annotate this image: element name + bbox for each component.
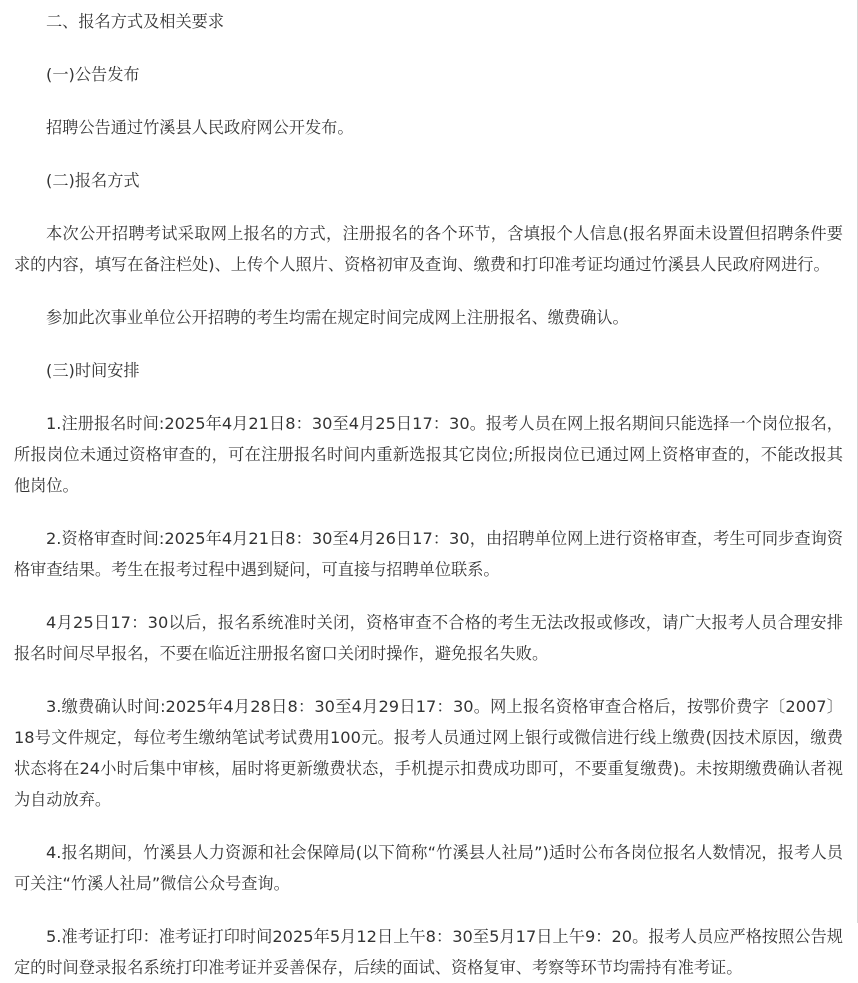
paragraph-schedule-review: 2.资格审查时间:2025年4月21日8：30至4月26日17：30，由招聘单位网上进行资格审查，考生可同步查询资格审查结果。考生在报考过程中遇到疑问，可直接与招聘单位联系。 [14, 529, 843, 579]
paragraph-announcement: 招聘公告通过竹溪县人民政府网公开发布。 [46, 118, 354, 137]
subheading-announcement: (一)公告发布 [46, 65, 140, 84]
section-heading-registration: 二、报名方式及相关要求 [46, 12, 225, 31]
paragraph-system-close-notice: 4月25日17：30以后，报名系统准时关闭，资格审查不合格的考生无法改报或修改，请广大报考人员合理安排报名时间尽早报名，不要在临近注册报名窗口关闭时操作，避免报名失败。 [14, 613, 843, 663]
paragraph-registration-method: 本次公开招聘考试采取网上报名的方式，注册报名的各个环节，含填报个人信息(报名界面未设置但招聘条件要求的内容，填写在备注栏处)、上传个人照片、资格初审及查询、缴费和打印准考证均通过竹溪县人民政府网进行。 [14, 224, 843, 274]
subheading-registration-method: (二)报名方式 [46, 171, 140, 190]
paragraph-applicant-count: 4.报名期间，竹溪县人力资源和社会保障局(以下简称“竹溪县人社局”)适时公布各岗位报名人数情况，报考人员可关注“竹溪人社局”微信公众号查询。 [14, 843, 843, 893]
paragraph-schedule-payment: 3.缴费确认时间:2025年4月28日8：30至4月29日17：30。网上报名资格审查合格后，按鄂价费字〔2007〕18号文件规定，每位考生缴纳笔试考试费用100元。报考人员通过网上银行或微信进行线上缴费(因技术原因，缴费状态将在24小时后集中审核，届时将更新缴费状态，手机提示扣费成功即可，不要重复缴费)。未按期缴费确认者视为自动放弃。 [14, 697, 843, 809]
paragraph-schedule-registration: 1.注册报名时间:2025年4月21日8：30至4月25日17：30。报考人员在网上报名期间只能选择一个岗位报名，所报岗位未通过资格审查的，可在注册报名时间内重新选报其它岗位;所报岗位已通过网上资格审查的，不能改报其他岗位。 [14, 414, 843, 495]
paragraph-admission-ticket: 5.准考证打印：准考证打印时间2025年5月12日上午8：30至5月17日上午9：20。报考人员应严格按照公告规定的时间登录报名系统打印准考证并妥善保存，后续的面试、资格复审、考察等环节均需持有准考证。 [14, 927, 843, 977]
paragraph-registration-requirement: 参加此次事业单位公开招聘的考生均需在规定时间完成网上注册报名、缴费确认。 [46, 308, 629, 327]
subheading-schedule: (三)时间安排 [46, 361, 140, 380]
